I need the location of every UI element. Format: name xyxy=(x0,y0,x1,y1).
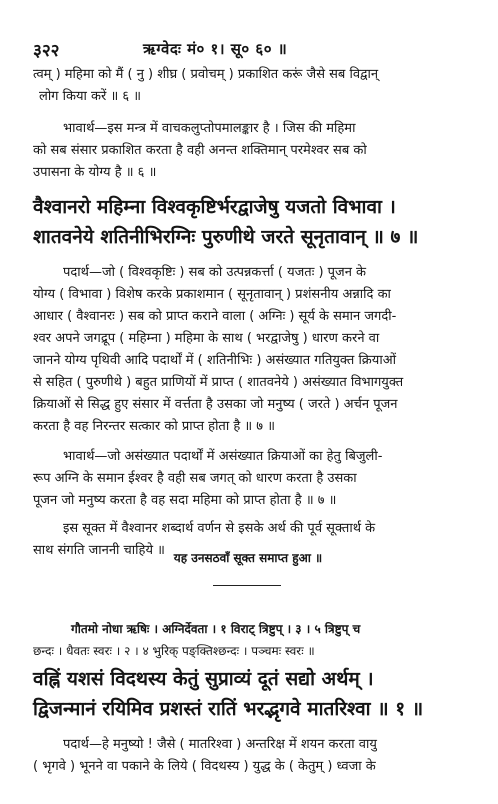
text-line: भावार्थ—जो असंख्यात पदार्थों में असंख्यात क्रियाओं का हेतु बिजुली- xyxy=(63,449,383,464)
text-line: करता है वह निरन्तर सत्कार को प्राप्त होता है ॥ ७ ॥ xyxy=(33,419,275,434)
text-line: त्वम् ) महिमा को मैं ( नु ) शीघ्र ( प्रवोचम् ) प्रकाशित करूं जैसे सब विद्वान् xyxy=(33,67,379,82)
mantra-line: वैश्वानरो महिम्ना विश्वकृष्टिर्भरद्वाजेषु यजतो विभावा । xyxy=(33,196,396,218)
text-line: साथ संगति जाननी चाहिये ॥ xyxy=(33,543,165,558)
page-number: ३२२ xyxy=(33,41,60,61)
text-line: भावार्थ—इस मन्त्र में वाचकलुप्तोपमालङ्कार है । जिस की महिमा xyxy=(63,121,356,136)
text-line: लोग किया करें ॥ ६ ॥ xyxy=(39,89,142,104)
text-line: छन्दः । धैवतः स्वरः । २ । ४ भुरिक् पङ्क्तिश्छन्दः । पञ्चमः स्वरः ॥ xyxy=(33,644,315,658)
sukta-end-line xyxy=(33,547,463,569)
mantra-7 xyxy=(33,192,463,252)
mantra-line: शातवनेये शतिनीभिरग्निः पुरुणीथे जरते सूनृतावान् ॥ ७ ॥ xyxy=(33,226,419,248)
running-title: ऋग्वेदः मं० १। सू० ६० ॥ xyxy=(143,40,288,58)
text-line: ( भृगवे ) भूनने वा पकाने के लिये ( विदथस्य ) युद्ध के ( केतुम् ) ध्वजा के xyxy=(33,759,376,774)
text-line: जानने योग्य पृथिवी आदि पदार्थों में ( शतिनीभिः ) असंख्यात गतियुक्त क्रियाओं xyxy=(33,353,396,368)
continuation-text xyxy=(33,64,463,108)
padartha-1 xyxy=(33,734,463,778)
padartha-7 xyxy=(33,262,463,438)
text-line: पदार्थ—जो ( विश्वकृष्टिः ) सब को उत्पन्नकर्त्ता ( यजतः ) पूजन के xyxy=(63,265,367,280)
text-line: पदार्थ—हे मनुष्यो ! जैसे ( मातरिश्वा ) अन्तरिक्ष में शयन करता वायु xyxy=(63,737,377,752)
mantra-line: वह्निं यशसं विदथस्य केतुं सुप्राव्यं दूतं सद्यो अर्थम् । xyxy=(33,668,374,690)
bhavartha-7 xyxy=(33,446,463,512)
text-line: इस सूक्त में वैश्वानर शब्दार्थ वर्णन से इसके अर्थ की पूर्व सूक्तार्थ के xyxy=(63,521,376,536)
text-line: योग्य ( विभावा ) विशेष करके प्रकाशमान ( सूनृतावान् ) प्रशंसनीय अन्नादि का xyxy=(33,287,391,302)
mantra-line: द्विजन्मानं रयिमिव प्रशस्तं रातिं भरद्भृगवे मातरिश्वा ॥ १ ॥ xyxy=(33,698,424,720)
text-line: रूप अग्नि के समान ईश्वर है वही सब जगत् को धारण करता है उसका xyxy=(33,471,357,486)
text-line: पूजन जो मनुष्य करता है वह सदा महिमा को प्राप्त होता है ॥ ७ ॥ xyxy=(33,493,337,508)
page-header xyxy=(33,38,473,61)
text-line: आधार ( वैश्वानरः ) सब को प्राप्त कराने वाला ( अग्निः ) सूर्य के समान जगदी- xyxy=(33,309,397,324)
text-line: गौतमो नोधा ऋषिः । अग्निर्देवता । १ विराट् त्रिष्टुप् । ३ । ५ त्रिष्टुप् च xyxy=(71,622,361,636)
bhavartha-6 xyxy=(33,118,463,184)
text-line: श्वर अपने जगद्रूप ( महिम्ना ) महिमा के साथ ( भरद्वाजेषु ) धारण करने वा xyxy=(33,331,380,346)
text-line: उपासना के योग्य है ॥ ६ ॥ xyxy=(33,165,157,180)
anukramani xyxy=(33,618,463,662)
text-line: क्रियाओं से सिद्ध हुए संसार में वर्त्तता है उसका जो मनुष्य ( जरते ) अर्चन पूजन xyxy=(33,397,398,412)
text-line: यह उनसठवाँ सूक्त समाप्त हुआ ॥ xyxy=(173,551,323,565)
text-line: से सहित ( पुरुणीथे ) बहुत प्राणियों में प्राप्त ( शातवनेये ) असंख्यात विभागयुक्त xyxy=(33,375,404,390)
text-line: को सब संसार प्रकाशित करता है वही अनन्त शक्तिमान् परमेश्वर सब को xyxy=(33,143,367,158)
section-divider xyxy=(213,585,281,586)
mantra-1 xyxy=(33,664,463,724)
